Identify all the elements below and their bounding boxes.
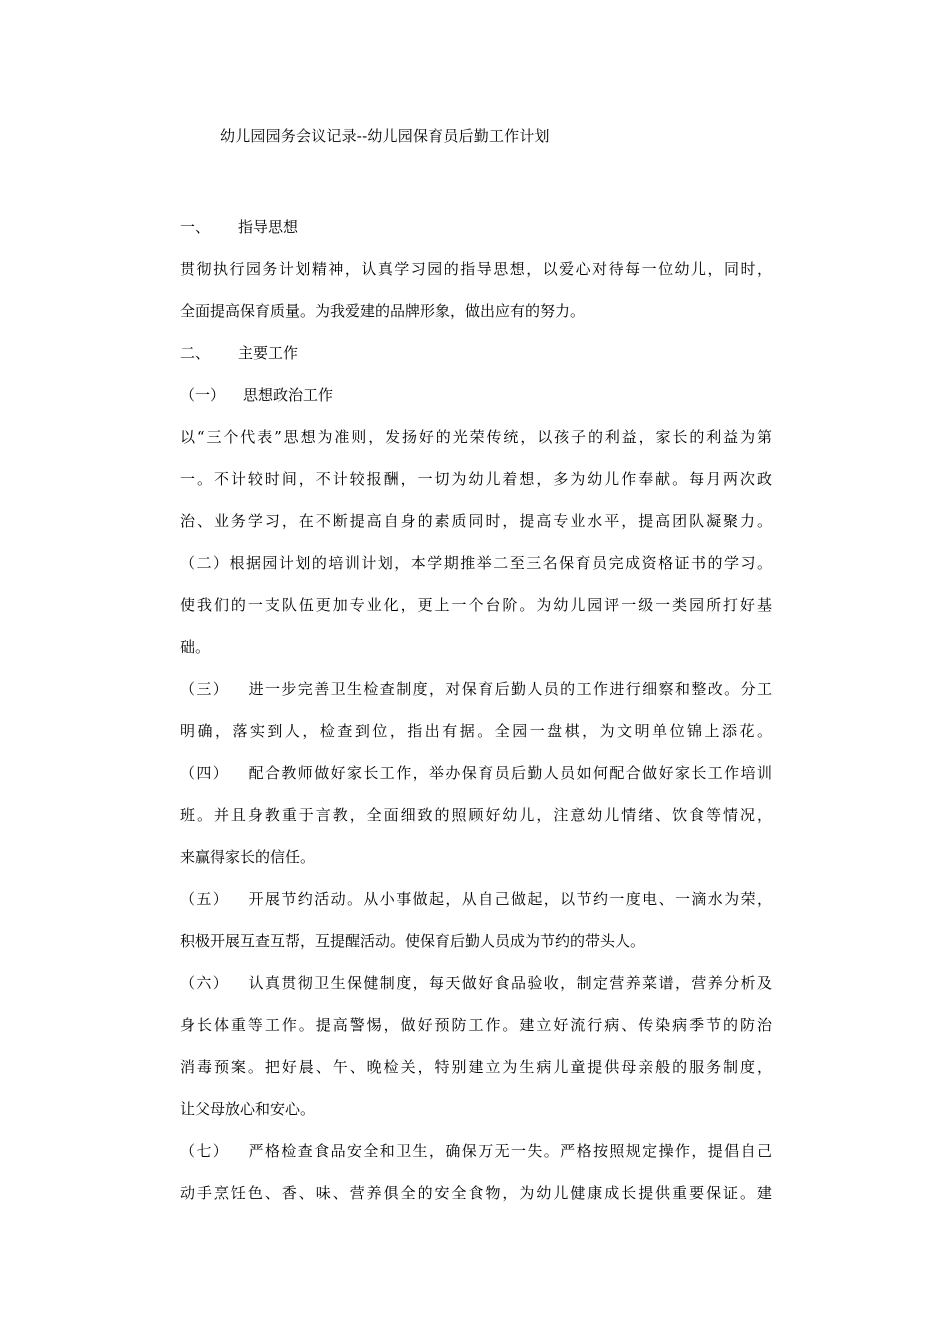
item-text: 配合教师做好家长工作，举办保育员后勤人员如何配合做好家长工作培训 bbox=[247, 764, 772, 782]
item-number: （一） bbox=[180, 386, 226, 404]
paragraph-line: 班。并且身教重于言教，全面细致的照顾好幼儿，注意幼儿情绪、饮食等情况， bbox=[180, 806, 772, 824]
paragraph-line: 动手烹饪色、香、味、营养俱全的安全食物，为幼儿健康成长提供重要保证。建 bbox=[180, 1184, 772, 1202]
item-text: 认真贯彻卫生保健制度，每天做好食品验收，制定营养菜谱，营养分析及 bbox=[247, 974, 772, 992]
section-heading bbox=[180, 332, 772, 374]
paragraph-line: （二）根据园计划的培训计划，本学期推举二至三名保育员完成资格证书的学习。 bbox=[180, 554, 772, 572]
paragraph-line: 治、业务学习，在不断提高自身的素质同时，提高专业水平，提高团队凝聚力。 bbox=[180, 512, 772, 530]
paragraph-line bbox=[180, 878, 772, 920]
paragraph-line bbox=[180, 668, 772, 710]
item-number: （六） bbox=[180, 974, 230, 992]
paragraph-line: 来赢得家长的信任。 bbox=[180, 848, 316, 866]
document-title: 幼儿园园务会议记录--幼儿园保育员后勤工作计划 bbox=[220, 127, 550, 145]
paragraph-line: 消毒预案。把好晨、午、晚检关，特别建立为生病儿童提供母亲般的服务制度， bbox=[180, 1058, 772, 1076]
item-text: 开展节约活动。从小事做起，从自己做起，以节约一度电、一滴水为荣， bbox=[247, 890, 772, 908]
paragraph-line: 一。不计较时间，不计较报酬，一切为幼儿着想，多为幼儿作奉献。每月两次政 bbox=[180, 470, 772, 488]
paragraph-line: 身长体重等工作。提高警惕，做好预防工作。建立好流行病、传染病季节的防治 bbox=[180, 1016, 772, 1034]
paragraph-line: 础。 bbox=[180, 638, 211, 656]
paragraph-line bbox=[180, 962, 772, 1004]
section-number: 一、 bbox=[180, 218, 211, 236]
item-number: （三） bbox=[180, 680, 230, 698]
paragraph-line: 使我们的一支队伍更加专业化，更上一个台阶。为幼儿园评一级一类园所打好基 bbox=[180, 596, 772, 614]
item-number: （四） bbox=[180, 764, 230, 782]
paragraph-line: 明确，落实到人，检查到位，指出有据。全园一盘棋，为文明单位锦上添花。 bbox=[180, 722, 772, 740]
item-number: （五） bbox=[180, 890, 230, 908]
paragraph-line bbox=[180, 752, 772, 794]
item-text: 进一步完善卫生检查制度，对保育后勤人员的工作进行细察和整改。分工 bbox=[247, 680, 772, 698]
document-body bbox=[180, 206, 772, 1214]
section-number: 二、 bbox=[180, 344, 211, 362]
item-number: （七） bbox=[180, 1142, 230, 1160]
paragraph-line bbox=[180, 1130, 772, 1172]
paragraph-line: 贯彻执行园务计划精神，认真学习园的指导思想，以爱心对待每一位幼儿，同时， bbox=[180, 260, 772, 278]
paragraph-line: 全面提高保育质量。为我爱建的品牌形象，做出应有的努力。 bbox=[180, 302, 586, 320]
section-title: 指导思想 bbox=[238, 218, 299, 236]
subsection-heading bbox=[180, 374, 772, 416]
section-heading bbox=[180, 206, 772, 248]
section-title: 主要工作 bbox=[238, 344, 299, 362]
paragraph-line: 以“三个代表”思想为准则，发扬好的光荣传统，以孩子的利益，家长的利益为第 bbox=[180, 428, 772, 446]
paragraph-line: 让父母放心和安心。 bbox=[180, 1100, 316, 1118]
item-text: 严格检查食品安全和卫生，确保万无一失。严格按照规定操作，提倡自己 bbox=[247, 1142, 772, 1160]
item-title: 思想政治工作 bbox=[243, 386, 334, 404]
paragraph-line: 积极开展互查互帮，互提醒活动。使保育后勤人员成为节约的带头人。 bbox=[180, 932, 646, 950]
